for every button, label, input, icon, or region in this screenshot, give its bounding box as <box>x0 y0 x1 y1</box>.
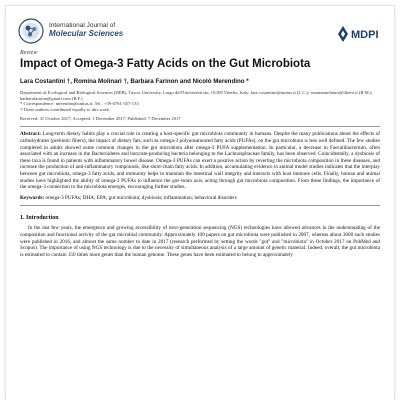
intro-paragraph: In the last few years, the emergence and growing accessibility of next-generation sequencing (NGS) technologies have allowed advances in the understanding of the composition and functional activity of the gut microbial community. Approximately 100 papers on gut microbiota were published in 2007, whereas about 3000 such studies were published in 2016, and almost the same number to date in 2017 (research performed by setting the words "gut" and "microbiota" in October 2017 on PubMed and Scopus). The importance of using NGS technology is due to the necessity of simultaneous analysis of a large amount of genetic material. Indeed, overall, the gut microbiota is estimated to contain 150 times more genes than the human genome. These genes have been estimated to belong to approximately <box>20 225 380 258</box>
keywords <box>20 195 380 202</box>
affiliation-line: Department of Ecological and Biological Sciences (DEB), Tuscia University, Largo dell'Università snc, 01100 Viterbo, Italy; lara.costantini@unitus.it (L.C.); rominamolinari@libero.it (R.M.); barbarafarinon@gmail.com (B.F.) <box>20 90 373 101</box>
abstract-text: Long-term dietary habits play a crucial role in creating a host-specific gut microbiota community in humans. Despite the many publications about the effects of carbohydrates (prebiotic fibers), the impact of dietary fats, such as omega-3 polyunsaturated fatty acids (PUFAs), on the gut microbiota is less well defined. The few studies completed in adults showed some common changes in the gut microbiota after omega-3 PUFA supplementation. In particular, a decrease in Faecalibacterium, often associated with an increase in the Bacteroidetes and butyrate-producing bacteria belonging to the Lachnospiraceae family, has been observed. Coincidentally, a dysbiosis of these taxa is found in patients with inflammatory bowel disease. Omega-3 PUFAs can exert a positive action by reverting the microbiota composition in these diseases, and increase the production of anti-inflammatory compounds, like short-chain fatty acids. In addition, accumulating evidence in animal model studies indicates that the interplay between gut microbiota, omega-3 fatty acids, and immunity helps to maintain the intestinal wall integrity and interacts with host immune cells. Finally, human and animal studies have highlighted the ability of omega-3 PUFAs to influence the gut–brain axis, acting through gut microbiota composition. From these findings, the importance of the omega-3 connection to the microbiota emerges, encouraging further studies. <box>20 131 380 191</box>
keywords-text: omega-3 PUFAs; DHA; EPA; gut microbiota; dysbiosis; inflammation; behavioral disorders <box>45 194 237 201</box>
journal-header <box>18 16 382 46</box>
correspondence-line: * Correspondence: merendin@unitus.it; Tel.: +39-0761-357-133 <box>20 101 139 107</box>
equal-contribution-note: † These authors contributed equally to this work. <box>20 106 110 112</box>
publisher-name: MDPI <box>351 29 379 41</box>
article-content <box>20 50 380 258</box>
journal-name-line1: International Journal of <box>49 22 116 29</box>
divider <box>20 126 380 127</box>
author-list: Lara Costantini †, Romina Molinari †, Barbara Farinon and Nicolò Merendino * <box>20 78 249 85</box>
section-heading: 1. Introduction <box>20 215 59 222</box>
paper-page <box>6 6 394 400</box>
abstract-label: Abstract: <box>20 131 42 138</box>
affiliations <box>20 90 380 112</box>
publisher-logo-icon <box>338 26 380 42</box>
publication-dates: Received: 31 October 2017; Accepted: 1 December 2017; Published: 7 December 2017 <box>20 116 181 122</box>
article-type: Review <box>20 50 38 56</box>
article-title: Impact of Omega-3 Fatty Acids on the Gut Microbiota <box>20 58 311 70</box>
journal-name-line2: Molecular Sciences <box>49 29 124 38</box>
journal-logo-icon <box>18 18 44 44</box>
keywords-label: Keywords: <box>20 194 45 201</box>
abstract <box>20 131 380 190</box>
divider <box>20 205 380 206</box>
journal-name <box>49 22 123 38</box>
